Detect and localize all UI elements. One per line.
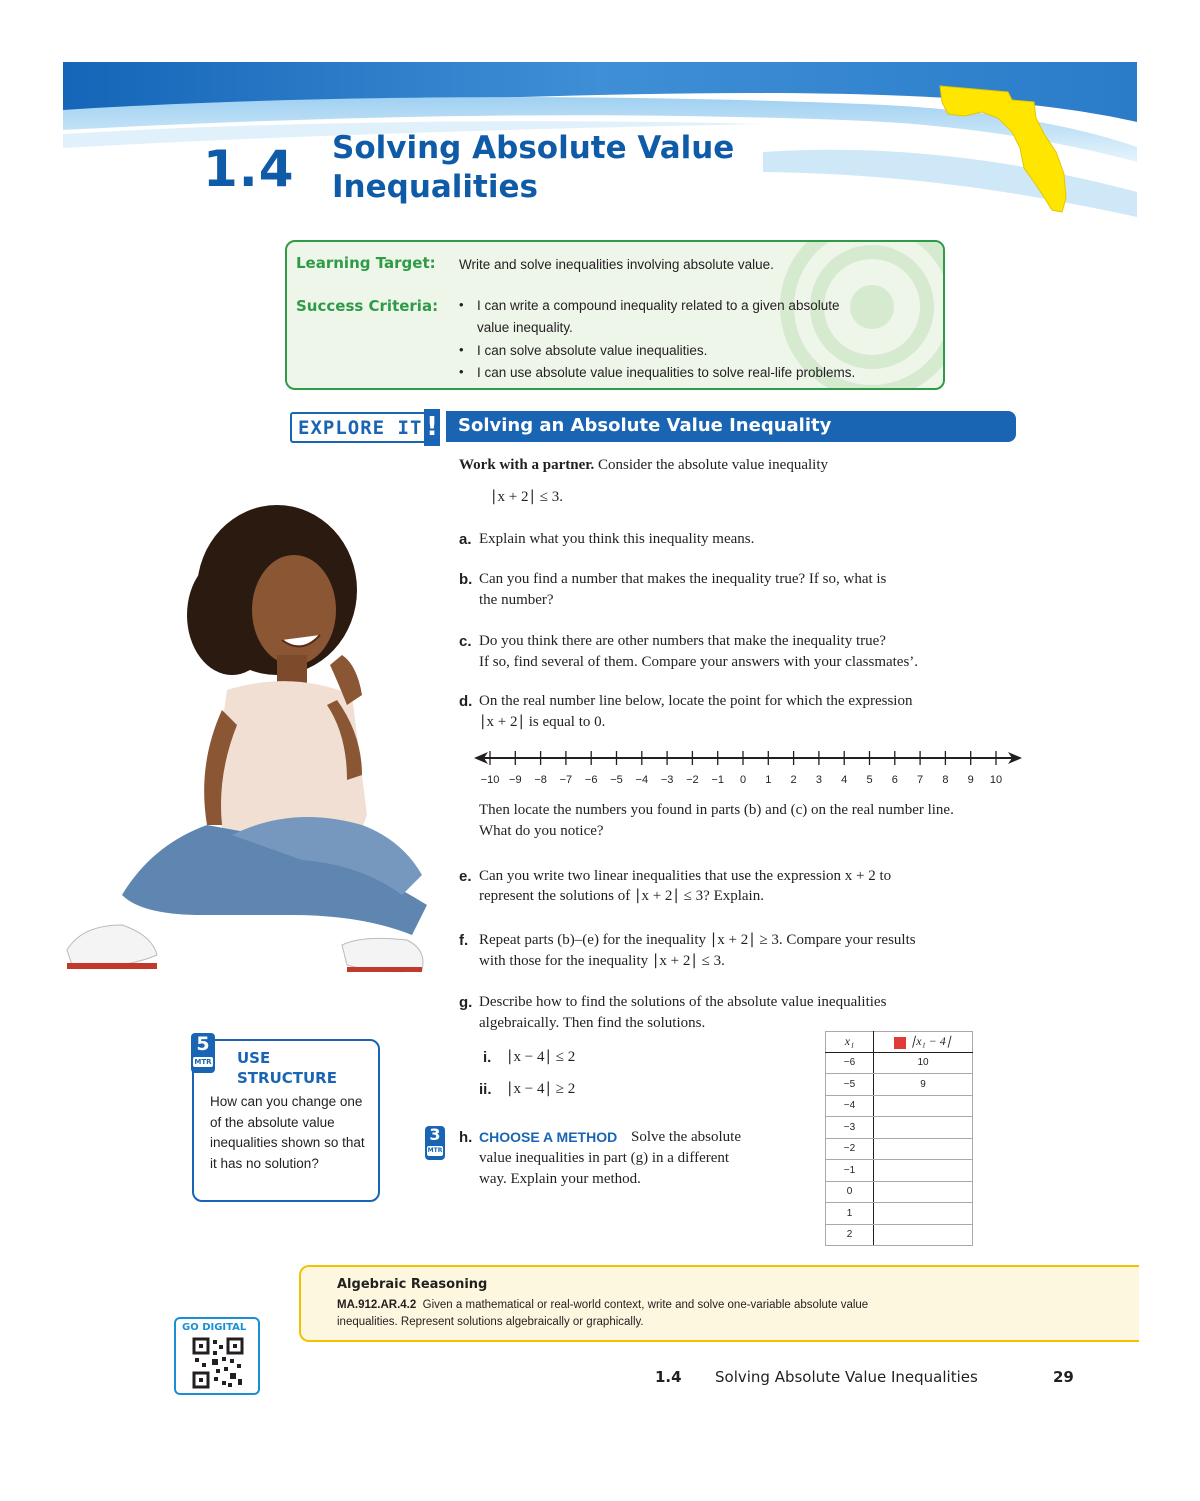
value-table	[825, 1031, 973, 1246]
number-line-tick-label: −8	[534, 774, 547, 786]
criteria-item-3: I can use absolute value inequalities to solve real-life problems.	[477, 365, 856, 380]
explore-intro	[459, 455, 828, 476]
number-line-tick-label: −4	[635, 774, 649, 786]
part-a-line1: Explain what you think this inequality means.	[479, 531, 755, 547]
part-g-letter: g.	[459, 994, 473, 1011]
explore-title-bar	[446, 411, 1016, 442]
part-h-letter: h.	[459, 1129, 473, 1146]
part-h-line1: Solve the absolute	[631, 1129, 741, 1145]
table-cell-x: −6	[826, 1052, 874, 1074]
number-line-tick-label: 7	[917, 774, 924, 786]
mtr-5-label: MTR	[194, 1058, 212, 1066]
part-g-i-expr: ∣x − 4∣ ≤ 2	[506, 1049, 576, 1065]
success-criteria-label: Success Criteria:	[296, 297, 439, 315]
criteria-item-1-cont: value inequality.	[477, 320, 573, 335]
table-cell-x: −2	[826, 1138, 874, 1160]
number-line-tick-label: 3	[815, 774, 822, 786]
footer-section-number: 1.4	[655, 1368, 682, 1386]
table-cell-abs[interactable]	[874, 1224, 973, 1246]
table-header-abs-text: ∣x₁ − 4∣	[910, 1034, 952, 1049]
standards-line1-text: Given a mathematical or real-world context, write and solve one-variable absolute value	[422, 1299, 869, 1311]
table-cell-x: −3	[826, 1117, 874, 1139]
standards-line2: inequalities. Represent solutions algebraically or graphically.	[337, 1316, 644, 1328]
table-row	[826, 1095, 973, 1117]
intro-text: Consider the absolute value inequality	[594, 457, 828, 473]
number-line-tick-label: −2	[686, 774, 699, 786]
table-cell-x: 0	[826, 1181, 874, 1203]
number-line	[474, 745, 1029, 790]
part-f-letter: f.	[459, 932, 469, 949]
table-row	[826, 1160, 973, 1182]
table-row	[826, 1138, 973, 1160]
bullet-icon: •	[459, 364, 464, 379]
mtr-3-number: 3	[429, 1125, 441, 1144]
learning-target-text: Write and solve inequalities involving absolute value.	[459, 257, 774, 272]
footer-title: Solving Absolute Value Inequalities	[715, 1368, 978, 1386]
qr-code-icon[interactable]	[192, 1337, 244, 1389]
number-line-tick-label: 5	[866, 774, 873, 786]
bullet-icon: •	[459, 342, 464, 357]
table-cell-abs[interactable]	[874, 1203, 973, 1225]
page-number: 29	[1053, 1368, 1074, 1386]
section-number: 1.4	[203, 140, 295, 198]
standards-title: Algebraic Reasoning	[337, 1277, 488, 1292]
part-h-line3: way. Explain your method.	[479, 1171, 641, 1187]
table-cell-abs[interactable]	[874, 1181, 973, 1203]
part-g-ii-expr: ∣x − 4∣ ≥ 2	[506, 1081, 576, 1097]
choose-method-label: CHOOSE A METHOD	[479, 1129, 618, 1145]
florida-icon	[938, 82, 1078, 217]
number-line-tick-label: −1	[711, 774, 724, 786]
table-row	[826, 1181, 973, 1203]
page-title	[332, 129, 734, 207]
part-b-line2: the number?	[479, 592, 554, 608]
standards-code: MA.912.AR.4.2	[337, 1299, 417, 1311]
part-d-letter: d.	[459, 693, 473, 710]
mtr-3-badge	[425, 1126, 445, 1160]
table-cell-abs[interactable]	[874, 1117, 973, 1139]
table-cell-abs: 9	[874, 1074, 973, 1096]
exclamation-icon: !	[424, 409, 440, 446]
bullet-icon: •	[459, 297, 464, 312]
part-h-line2: value inequalities in part (g) in a different	[479, 1150, 730, 1166]
use-structure-text: How can you change one of the absolute value inequalities shown so that it has no solution?	[210, 1094, 365, 1171]
table-row	[826, 1052, 973, 1074]
part-c-letter: c.	[459, 633, 472, 650]
number-line-tick-label: 2	[790, 774, 797, 786]
part-f-line1: Repeat parts (b)–(e) for the inequality ∣x + 2∣ ≥ 3. Compare your results	[479, 932, 916, 948]
table-header-x: x₁	[826, 1032, 874, 1053]
spreadsheet-icon	[894, 1037, 906, 1049]
table-cell-abs[interactable]	[874, 1160, 973, 1182]
mtr-3-label: MTR	[427, 1147, 443, 1154]
part-d-after-line2: What do you notice?	[479, 823, 604, 839]
table-header-row	[826, 1032, 973, 1053]
number-line-tick-label: −3	[660, 774, 674, 786]
mtr-5-number: 5	[196, 1033, 210, 1055]
number-line-tick-label: −6	[584, 774, 598, 786]
number-line-tick-label: −9	[509, 774, 522, 786]
number-line-tick-label: 9	[967, 774, 974, 786]
table-header-abs	[874, 1032, 973, 1053]
table-cell-x: 2	[826, 1224, 874, 1246]
number-line-tick-label: 8	[942, 774, 949, 786]
explore-it-tag	[290, 412, 440, 443]
number-line-tick-label: −10	[480, 774, 500, 786]
table-cell-abs[interactable]	[874, 1095, 973, 1117]
number-line-tick-label: −7	[559, 774, 573, 786]
table-cell-x: −1	[826, 1160, 874, 1182]
table-cell-abs: 10	[874, 1052, 973, 1074]
part-d-line1: On the real number line below, locate the point for which the expression	[479, 693, 913, 709]
number-line-tick-label: 10	[989, 774, 1003, 786]
part-d-after-line1: Then locate the numbers you found in parts (b) and (c) on the real number line.	[479, 802, 954, 818]
table-cell-x: −4	[826, 1095, 874, 1117]
standards-line1	[337, 1299, 868, 1311]
table-cell-x: −5	[826, 1074, 874, 1096]
part-c-line2: If so, find several of them. Compare your answers with your classmates’.	[479, 654, 919, 670]
number-line-tick-label: −5	[610, 774, 623, 786]
student-photo	[62, 495, 442, 1015]
number-line-tick-label: 4	[841, 774, 848, 786]
go-digital-box[interactable]	[174, 1317, 260, 1395]
table-cell-abs[interactable]	[874, 1138, 973, 1160]
part-e-line1: Can you write two linear inequalities that use the expression x + 2 to	[479, 868, 892, 884]
table-row	[826, 1203, 973, 1225]
mtr-5-badge	[191, 1033, 215, 1073]
table-cell-x: 1	[826, 1203, 874, 1225]
use-structure-title-line2: STRUCTURE	[237, 1069, 337, 1087]
part-g-ii-label: ii.	[479, 1081, 492, 1098]
part-e-letter: e.	[459, 868, 472, 885]
go-digital-label: GO DIGITAL	[182, 1322, 247, 1333]
main-inequality: ∣x + 2∣ ≤ 3.	[490, 489, 563, 505]
page-title-line2: Inequalities	[332, 169, 538, 205]
number-line-tick-label: 6	[891, 774, 898, 786]
number-line-tick-label: 1	[765, 774, 772, 786]
table-row	[826, 1224, 973, 1246]
explore-it-label: EXPLORE IT	[298, 417, 423, 439]
intro-bold: Work with a partner.	[459, 457, 595, 473]
table-row	[826, 1117, 973, 1139]
part-f-line2: with those for the inequality ∣x + 2∣ ≤ 3.	[479, 953, 725, 969]
page-title-line1: Solving Absolute Value	[332, 130, 735, 166]
part-g-line2: algebraically. Then find the solutions.	[479, 1015, 706, 1031]
criteria-item-1: I can write a compound inequality related to a given absolute	[477, 298, 840, 313]
part-b-line1: Can you find a number that makes the inequality true? If so, what is	[479, 571, 887, 587]
learning-target-label: Learning Target:	[296, 254, 436, 272]
explore-title: Solving an Absolute Value Inequality	[458, 415, 832, 436]
part-a-letter: a.	[459, 531, 472, 548]
number-line-tick-label: 0	[739, 774, 747, 786]
use-structure-title-line1: USE	[237, 1049, 271, 1067]
table-row	[826, 1074, 973, 1096]
use-structure-title	[237, 1048, 337, 1088]
part-g-line1: Describe how to find the solutions of the absolute value inequalities	[479, 994, 887, 1010]
part-c-line1: Do you think there are other numbers that make the inequality true?	[479, 633, 886, 649]
part-d-line2: ∣x + 2∣ is equal to 0.	[479, 714, 606, 730]
part-g-i-label: i.	[483, 1049, 492, 1066]
part-e-line2: represent the solutions of ∣x + 2∣ ≤ 3? Explain.	[479, 888, 764, 904]
part-b-letter: b.	[459, 571, 473, 588]
criteria-item-2: I can solve absolute value inequalities.	[477, 343, 708, 358]
